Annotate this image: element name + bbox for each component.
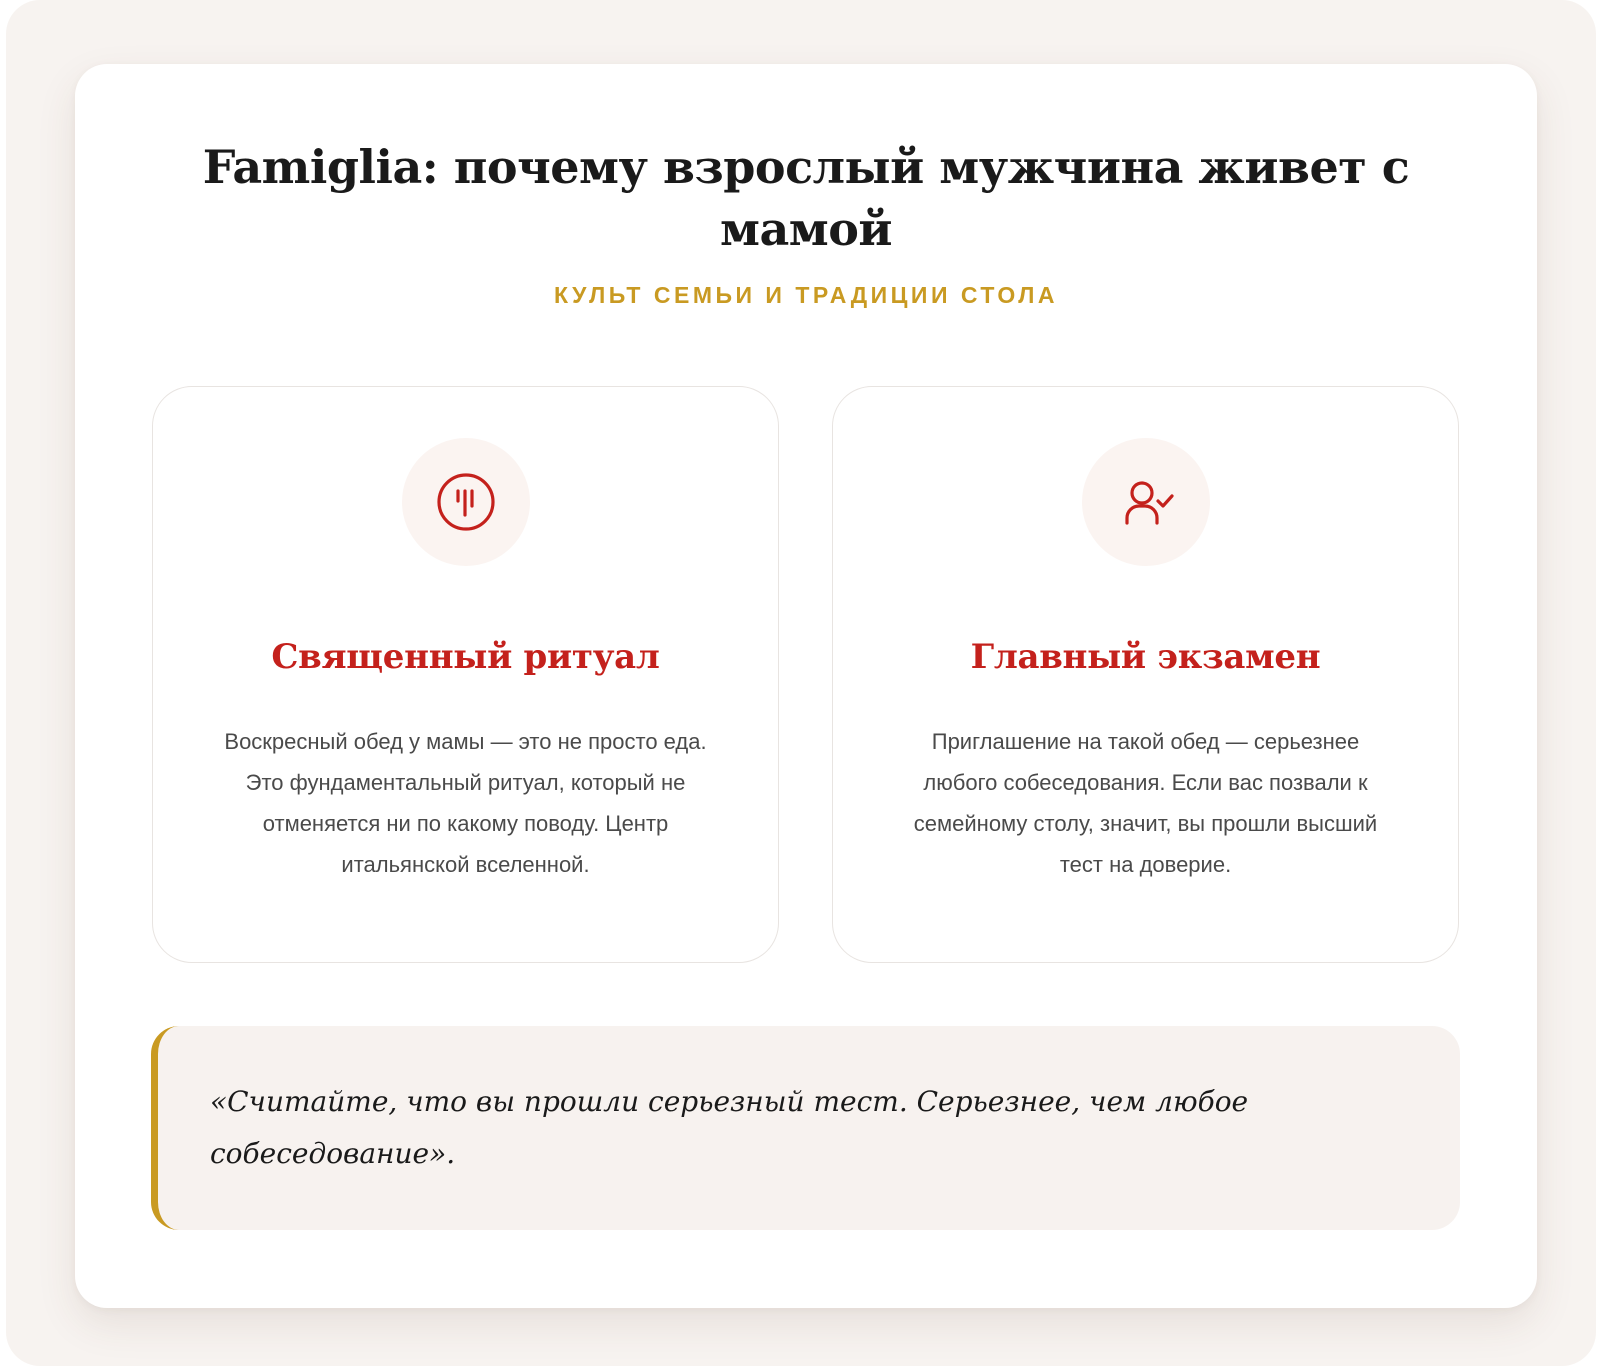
icon-badge (402, 438, 530, 566)
page-subtitle: КУЛЬТ СЕМЬИ И ТРАДИЦИИ СТОЛА (554, 282, 1058, 308)
page-title: Famiglia: почему взрослый мужчина живет с мамой (202, 140, 1410, 256)
user-check-icon (1114, 470, 1178, 534)
icon-badge (1082, 438, 1210, 566)
article-card (75, 64, 1537, 1308)
quote-text: «Считайте, что вы прошли серьезный тест. Серьезнее, чем любое собеседование». (210, 1085, 1249, 1170)
page-background (6, 0, 1596, 1366)
feature-description: Воскресный обед у мамы — это не просто еда. Это фундаментальный ритуал, который не отменяется ни по какому поводу. Центр итальянской вселенной. (224, 729, 707, 877)
quote-block (151, 1026, 1460, 1230)
feature-card-exam (832, 386, 1459, 963)
feature-title: Священный ритуал (271, 637, 660, 677)
feature-card-ritual (152, 386, 779, 963)
feature-title: Главный экзамен (970, 637, 1321, 677)
feature-description: Приглашение на такой обед — серьезнее любого собеседования. Если вас позвали к семейному столу, значит, вы прошли высший тест на доверие. (913, 729, 1378, 877)
utensils-icon (434, 470, 498, 534)
